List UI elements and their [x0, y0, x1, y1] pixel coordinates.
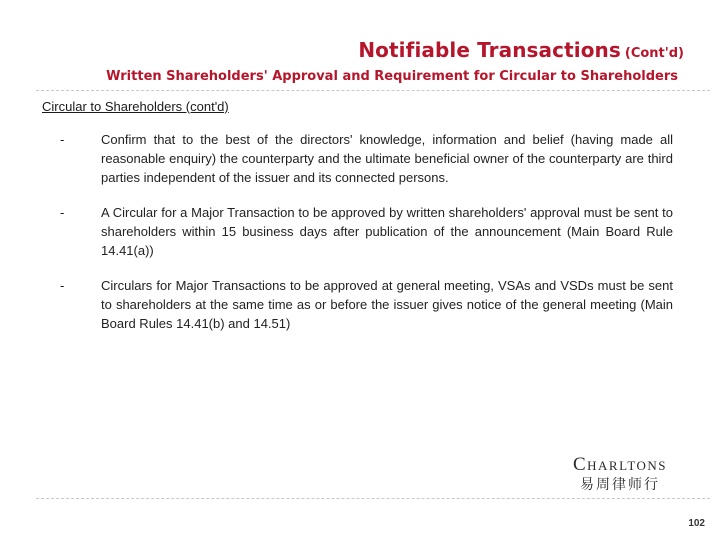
bullet-marker: - — [60, 205, 65, 220]
bullet-list — [60, 130, 673, 349]
page-number: 102 — [688, 518, 705, 529]
title-text: Notifiable Transactions — [358, 38, 621, 62]
bullet-marker: - — [60, 278, 65, 293]
title-suffix: (Cont'd) — [624, 46, 684, 61]
charltons-logo — [558, 455, 682, 495]
bullet-item — [60, 130, 673, 187]
bottom-divider — [36, 498, 710, 499]
slide-title — [358, 38, 684, 62]
slide-subtitle: Written Shareholders' Approval and Requirement for Circular to Shareholders — [106, 69, 678, 84]
bullet-item — [60, 203, 673, 260]
logo-chinese-name: 易周律师行 — [580, 477, 660, 493]
bullet-item — [60, 276, 673, 333]
bullet-text: A Circular for a Major Transaction to be approved by written shareholders' approval must be sent to shareholders within 15 business days after publication of the announcement (Main Board Rule 14.41(a)) — [101, 205, 673, 258]
bullet-marker: - — [60, 132, 65, 147]
bullet-text: Circulars for Major Transactions to be approved at general meeting, VSAs and VSDs must be sent to shareholders at the same time as or before the issuer gives notice of the general meeting (Main Board Rules 14.41(b) and 14.51) — [101, 278, 673, 331]
logo-wordmark: Charltons — [572, 454, 668, 475]
bullet-text: Confirm that to the best of the directors' knowledge, information and belief (having made all reasonable enquiry) the counterparty and the ultimate beneficial owner of the counterparty are third parties independent of the issuer and its connected persons. — [101, 132, 673, 185]
top-divider — [36, 90, 710, 91]
section-heading: Circular to Shareholders (cont'd) — [42, 99, 229, 114]
